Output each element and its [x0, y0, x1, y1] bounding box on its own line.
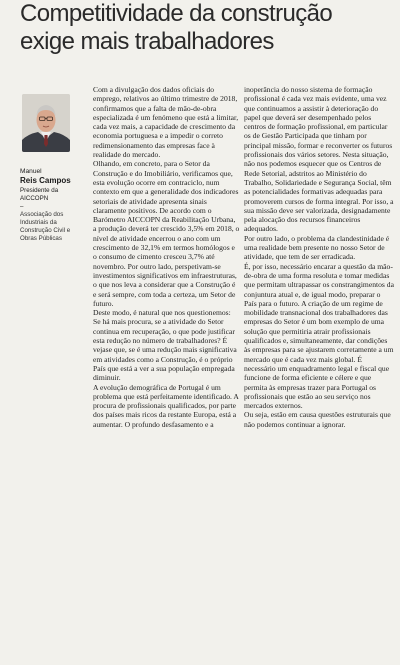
author-photo — [22, 94, 70, 152]
author-separator: – — [20, 203, 24, 210]
author-organization: Associação dos Industriais da Construção Civil e Obras Públicas — [20, 211, 71, 242]
column-2-text: inoperância do nosso sistema de formação profissional é cada vez mais evidente, uma vez que continuamos a assistir à deterioração do papel que deverá ser desempenhado pelos centros de formação profissional, em particular os de Gestão Participada que tinham por principal missão, formar e reconverter os futuros profissionais dos vários setores. Nesta situação, não nos podemos esquecer que os Centros de Rede Setorial, adstritos ao Ministério do Trabalho, Solidariedade e Segurança Social, têm as potencialidades formativas adequadas para promoverem cursos de forma integral. Por isso, a sua missão deve ser valorizada, designadamente pela alocação dos recursos financeiros adequados. Por outro lado, o problema da clandestinidade é uma realidade bem presente no nosso Setor de atividade, que tem de ser erradicada. É, por isso, necessário encarar a questão da mão-de-obra de uma forma resoluta e tomar medidas que permitam ultrapassar os constrangimentos da conjuntura atual e, de igual modo, preparar o País para o futuro. A criação de um regime de mobilidade transnacional dos trabalhadores das empresas do Setor é um bom exemplo de uma solução que permitiria atrair profissionais qualificados e, simultaneamente, dar condições às empresas para se ajustarem corretamente a um mercado que é cada vez mais global. É necessário um enquadramento legal e fiscal que funcione de forma eficiente e célere e que permita às empresas trazer para Portugal os profissionais que estão ao seu serviço nos mercados externos. Ou seja, estão em causa questões estruturais que não podemos continuar a ignorar. — [244, 85, 394, 429]
author-first-name: Manuel — [20, 168, 42, 175]
author-portrait-image — [22, 94, 70, 152]
headline-line-1: Competitividade da construção — [20, 0, 333, 27]
author-last-name: Reis Campos — [20, 176, 71, 185]
column-1-text: Com a divulgação dos dados oficiais do emprego, relativos ao último trimestre de 2018, confirmamos que a falta de mão-de-obra especializada é um fenómeno que está a limitar, cada vez mais, a capacidade de crescimento da economia portuguesa e a impedir o correto redimensionamento das empresas face à realidade do mercado. Olhando, em concreto, para o Setor da Construção e do Imobiliário, verificamos que, esta evolução ocorre em contraciclo, num contexto em que a generalidade dos indicadores setoriais de atividade apresenta sinais claramente positivos. De acordo com o Barómetro AICCOPN da Reabilitação Urbana, a produção deverá ter crescido 3,5% em 2018, o nível de atividade encerrou o ano com um crescimento de 32,1% em termos homólogos e o consumo de cimento cresceu 3,7% até novembro. Por outro lado, perspetivam-se investimentos significativos em infraestruturas, o que nos leva a considerar que a Construção é e será sempre, com toda a certeza, um Setor de futuro. Deste modo, é natural que nos questionemos: Se há mais procura, se a atividade do Setor continua em recuperação, o que pode justificar esta redução no número de trabalhadores? É vejase que, se é uma redução mais significativa em atividades como a Construção, é o próprio País que está a ver a sua população empregada diminuir. A evolução demográfica de Portugal é um problema que está perfeitamente identificado. A procura de profissionais qualificados, por parte dos países mais ricos da restante Europa, está a aumentar. O profundo desfasamento e a — [93, 85, 240, 429]
article-column-1 — [93, 85, 240, 429]
author-byline — [20, 168, 84, 243]
article-column-2 — [244, 85, 394, 429]
author-role: Presidente da AICCOPN — [20, 187, 59, 202]
article-headline — [20, 0, 395, 56]
headline-line-2: exige mais trabalhadores — [20, 28, 274, 55]
